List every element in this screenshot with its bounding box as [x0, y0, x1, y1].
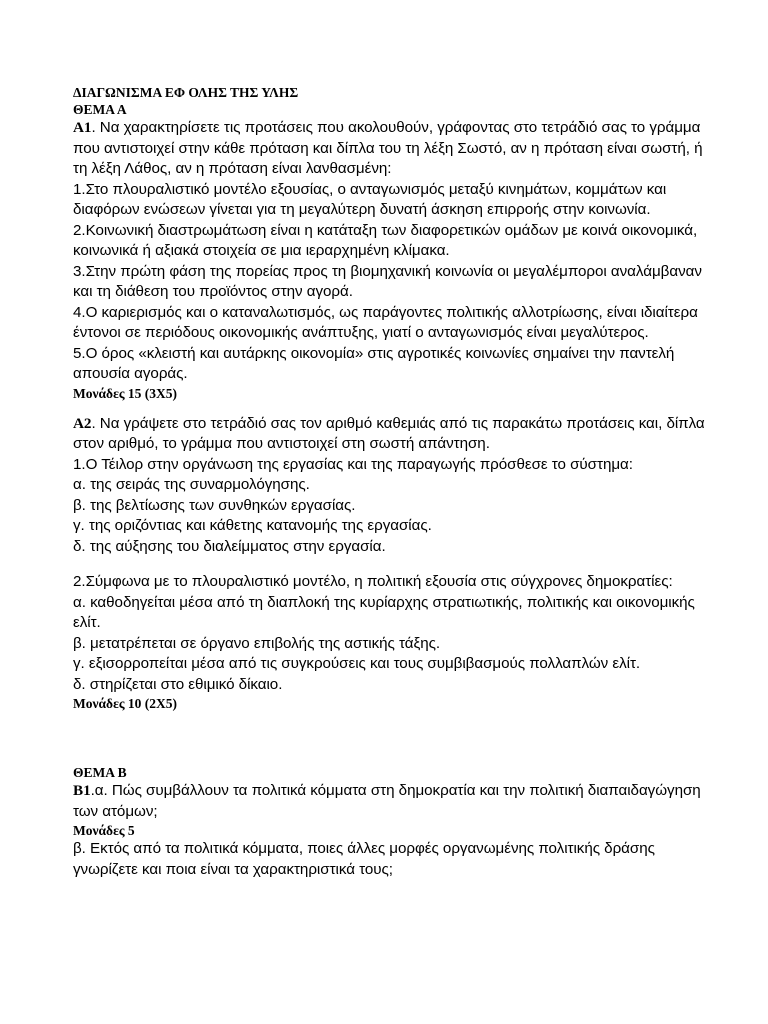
a2-q2-stem: 2.Σύμφωνα με το πλουραλιστικό μοντέλο, η πολιτική εξουσία στις σύγχρονες δημοκρατίες: — [73, 573, 673, 590]
a2-q1-stem: 1.Ο Τέιλορ στην οργάνωση της εργασίας και της παραγωγής πρόσθεσε το σύστημα: — [73, 455, 633, 473]
a2-q1-option-a: α. της σειράς της συναρμολόγησης. — [73, 476, 310, 493]
a2-q2-option-c: γ. εξισορροπείται μέσα από τις συγκρούσεις και τους συμβιβασμούς πολλαπλών ελίτ. — [73, 655, 641, 672]
a1-statement-5: 5.Ο όρος «κλειστή και αυτάρκης οικονομία» στις αγροτικές κοινωνίες σημαίνει την παντελή απουσία αγοράς. — [73, 344, 675, 382]
a2-q1-option-c: γ. της οριζόντιας και κάθετης κατανομής της εργασίας. — [73, 517, 432, 534]
a2-instruction-text: . Να γράψετε στο τετράδιό σας τον αριθμό καθεμιάς από τις παρακάτω προτάσεις και, δίπλα στον αριθμό, το γράμμα που αντιστοιχεί στη σωστή απάντηση. — [73, 414, 705, 452]
a1-statement-4: 4.Ο καριερισμός και ο καταναλωτισμός, ως παράγοντες πολιτικής αλλοτρίωσης, είναι ιδιαίτερα έντονοι σε περιόδους οικονομικής ανάπτυξης, γιατί ο ανταγωνισμός είναι μεγαλύτερος. — [73, 303, 698, 341]
a1-instruction-text: . Να χαρακτηρίσετε τις προτάσεις που ακολουθούν, γράφοντας στο τετράδιό σας το γράμμα που αντιστοιχεί στην κάθε πρόταση και δίπλα του τη λέξη Σωστό, αν η πρόταση είναι σωστή, ή τη λέξη Λάθος, αν η πρόταση είναι λανθασμένη: — [73, 119, 703, 177]
spacer — [73, 557, 713, 572]
a2-q2-option-b: β. μετατρέπεται σε όργανο επιβολής της αστικής τάξης. — [73, 634, 441, 652]
a1-instruction — [73, 118, 713, 180]
a2-q2-option-d: δ. στηρίζεται στο εθιμικό δίκαιο. — [73, 675, 283, 693]
a2-points: Μονάδες 10 (2Χ5) — [73, 696, 178, 711]
exam-title: ΔΙΑΓΩΝΙΣΜΑ ΕΦ ΟΛΗΣ ΤΗΣ ΥΛΗΣ — [73, 85, 299, 100]
theme-a-title: ΘΕΜΑ Α — [73, 102, 127, 117]
spacer — [73, 712, 713, 764]
spacer — [73, 402, 713, 414]
a2-q1-option-d: δ. της αύξησης του διαλείμματος στην εργασία. — [73, 537, 386, 555]
a2-q1-option-b: β. της βελτίωσης των συνθηκών εργασίας. — [73, 496, 356, 514]
a2-q2-option-a: α. καθοδηγείται μέσα από τη διαπλοκή της κυρίαρχης στρατιωτικής, πολιτικής και οικονομικής ελίτ. — [73, 593, 695, 631]
b1-points-a: Μονάδες 5 — [73, 823, 135, 838]
b1-question-a — [73, 781, 713, 822]
a1-statement-2: 2.Κοινωνική διαστρωμάτωση είναι η κατάταξη των διαφορετικών ομάδων με κοινά οικονομικά, κοινωνικά ή αξιακά στοιχεία σε μια ιεραρχημένη κλίμακα. — [73, 221, 698, 259]
document-page — [73, 84, 713, 880]
b1-question-b: β. Εκτός από τα πολιτικά κόμματα, ποιες άλλες μορφές οργανωμένης πολιτικής δράσης γνωρίζετε και ποια είναι τα χαρακτηριστικά τους; — [73, 840, 655, 878]
a1-label: Α1 — [73, 119, 92, 136]
b1-question-a-text: .α. Πώς συμβάλλουν τα πολιτικά κόμματα στη δημοκρατία και την πολιτική διαπαιδαγώγηση των ατόμων; — [73, 782, 701, 820]
theme-b-title: ΘΕΜΑ Β — [73, 765, 127, 780]
a2-label: Α2 — [73, 414, 92, 432]
a2-instruction — [73, 414, 713, 455]
a1-statement-1: 1.Στο πλουραλιστικό μοντέλο εξουσίας, ο ανταγωνισμός μεταξύ κινημάτων, κομμάτων και διαφόρων ενώσεων γίνεται για τη μεγαλύτερη δυνατή άσκηση επιρροής στην κοινωνία. — [73, 180, 667, 218]
a1-points: Μονάδες 15 (3Χ5) — [73, 385, 178, 401]
b1-label: Β1 — [73, 782, 91, 799]
a1-statement-3: 3.Στην πρώτη φάση της πορείας προς τη βιομηχανική κοινωνία οι μεγαλέμποροι αναλάμβαναν και τη διάθεση του προϊόντος στην αγορά. — [73, 262, 702, 300]
